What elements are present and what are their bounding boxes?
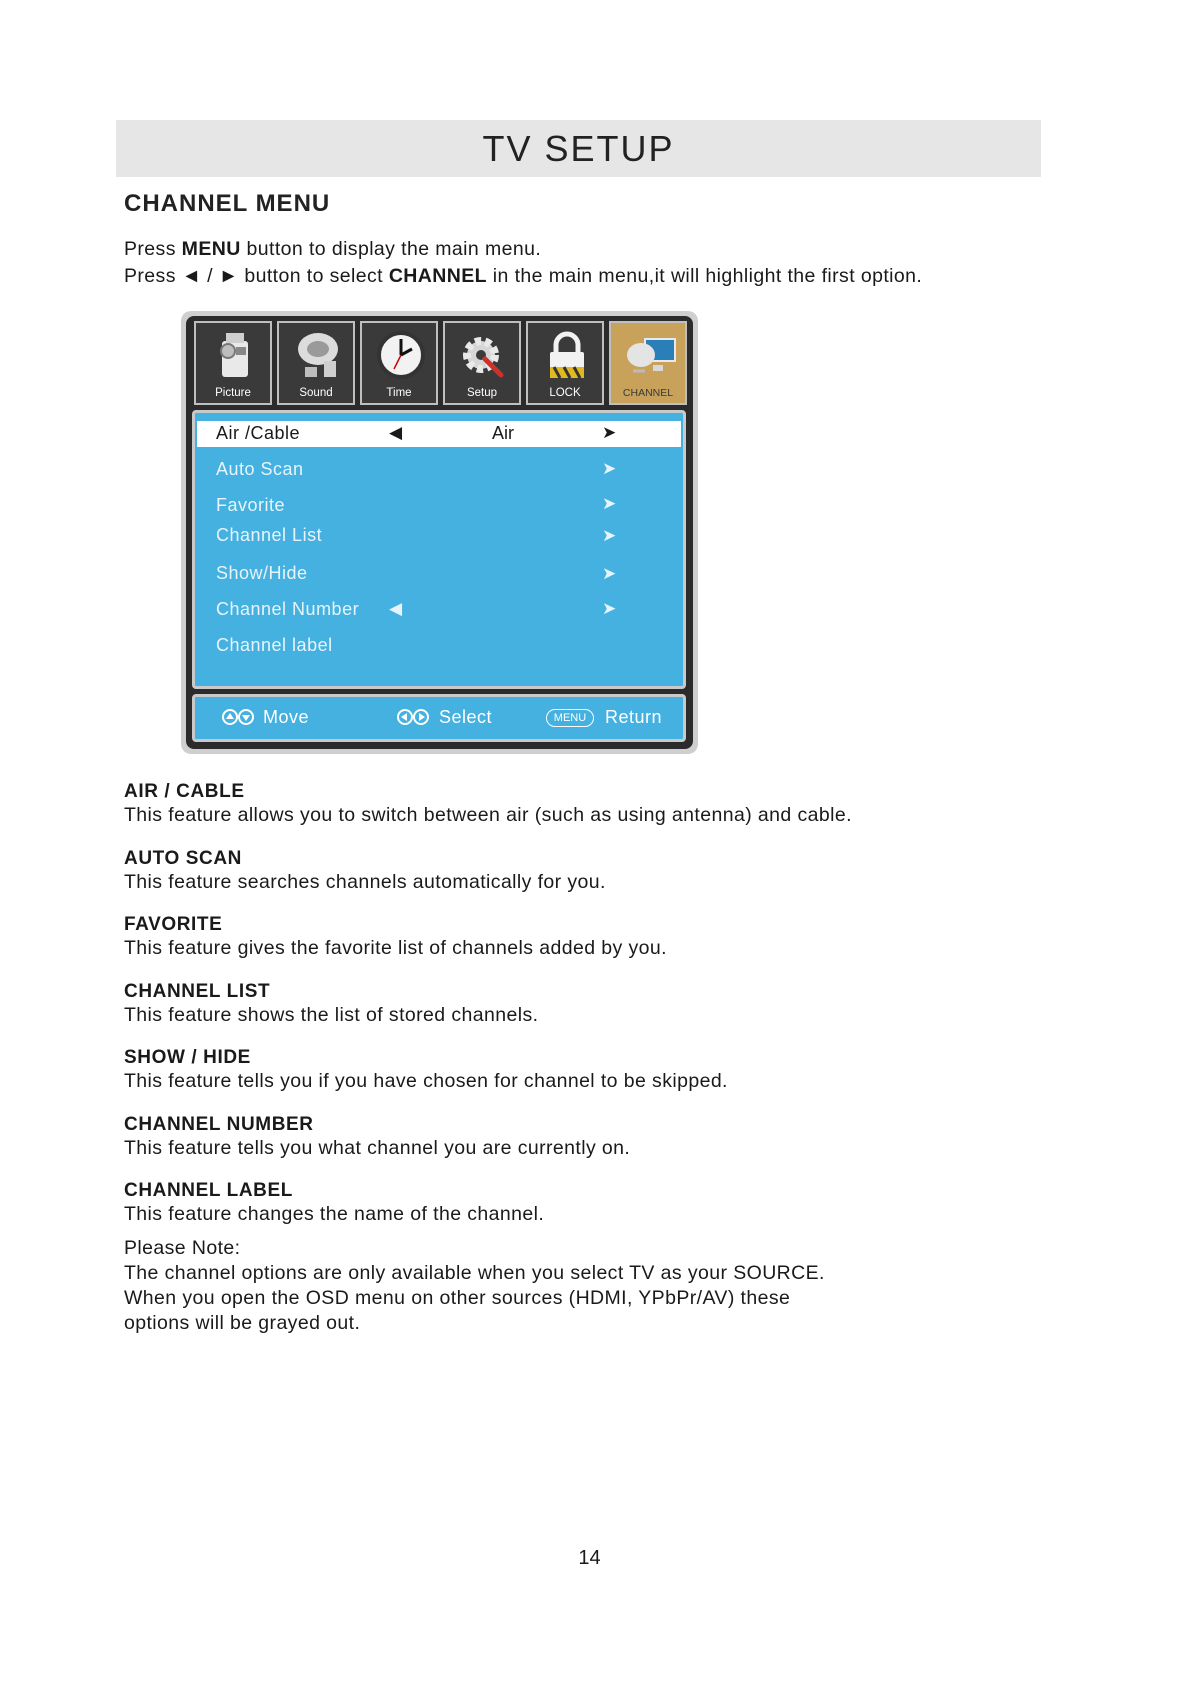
- hint-select: Select: [439, 707, 493, 727]
- tab-setup[interactable]: [443, 321, 521, 405]
- lock-icon: [540, 327, 594, 383]
- menu-item-channel-number[interactable]: Channel Number: [216, 599, 360, 619]
- hint-move: Move: [263, 707, 310, 727]
- tab-time[interactable]: [360, 321, 438, 405]
- feature-heading: CHANNEL NUMBER: [124, 1114, 314, 1135]
- up-down-keys-icon: [222, 708, 254, 726]
- feature-heading: AIR / CABLE: [124, 781, 245, 802]
- tab-lock[interactable]: [526, 321, 604, 405]
- sound-icon: [291, 327, 345, 383]
- intro-text: [124, 236, 922, 290]
- tab-channel[interactable]: [609, 321, 687, 405]
- tab-label: Time: [386, 387, 412, 399]
- please-note: [124, 1236, 825, 1336]
- satellite-dish-icon: [623, 327, 677, 383]
- feature-description: This feature gives the favorite list of channels added by you.: [124, 937, 667, 959]
- note-line: options will be grayed out.: [124, 1312, 361, 1334]
- gear-icon: [457, 327, 511, 383]
- hint-return: Return: [605, 707, 663, 727]
- right-arrow-icon[interactable]: ➤: [602, 564, 617, 583]
- menu-item-channel-label[interactable]: Channel label: [216, 635, 333, 655]
- clock-icon: [374, 327, 428, 383]
- section-title: CHANNEL MENU: [124, 190, 331, 217]
- menu-item-air-cable[interactable]: Air /Cable: [216, 423, 301, 443]
- feature-description: This feature shows the list of stored channels.: [124, 1004, 539, 1026]
- note-line: Please Note:: [124, 1237, 241, 1259]
- menu-key-icon: MENU: [546, 709, 594, 727]
- feature-heading: CHANNEL LIST: [124, 981, 271, 1002]
- right-arrow-icon[interactable]: ➤: [602, 526, 617, 545]
- feature-description: This feature tells you what channel you are currently on.: [124, 1137, 631, 1159]
- tab-picture[interactable]: [194, 321, 272, 405]
- right-arrow-icon[interactable]: ➤: [602, 494, 617, 513]
- right-arrow-icon[interactable]: ➤: [602, 423, 617, 442]
- feature-description: This feature changes the name of the channel.: [124, 1203, 545, 1225]
- right-arrow-icon[interactable]: ➤: [602, 459, 617, 478]
- intro-line-1: Press MENU button to display the main menu.: [124, 238, 542, 260]
- tab-label: LOCK: [549, 387, 581, 399]
- osd-tab-bar: [194, 321, 685, 405]
- intro-line-2: Press ◄ / ► button to select CHANNEL in the main menu,it will highlight the first option.: [124, 265, 923, 287]
- tab-label: CHANNEL: [622, 387, 674, 399]
- feature-heading: AUTO SCAN: [124, 848, 242, 869]
- feature-description: This feature searches channels automatically for you.: [124, 871, 606, 893]
- feature-heading: FAVORITE: [124, 914, 223, 935]
- left-arrow-icon[interactable]: ◀: [389, 423, 403, 442]
- tab-label: Setup: [466, 387, 498, 399]
- menu-item-channel-list[interactable]: Channel List: [216, 525, 323, 545]
- picture-icon: [208, 327, 262, 383]
- tab-sound[interactable]: [277, 321, 355, 405]
- left-arrow-icon[interactable]: ◀: [389, 599, 403, 618]
- feature-heading: CHANNEL LABEL: [124, 1180, 293, 1201]
- menu-item-show-hide[interactable]: Show/Hide: [216, 563, 308, 583]
- feature-heading: SHOW / HIDE: [124, 1047, 251, 1068]
- feature-description: This feature tells you if you have chosen for channel to be skipped.: [124, 1070, 728, 1092]
- note-line: When you open the OSD menu on other sources (HDMI, YPbPr/AV) these: [124, 1287, 791, 1309]
- tab-label: Sound: [299, 387, 333, 399]
- page-number: 14: [578, 1547, 601, 1569]
- header-band: [116, 120, 1041, 177]
- tab-label: Picture: [215, 387, 251, 399]
- left-right-keys-icon: [397, 708, 429, 726]
- menu-item-auto-scan[interactable]: Auto Scan: [216, 459, 304, 479]
- note-line: The channel options are only available when you select TV as your SOURCE.: [124, 1262, 825, 1284]
- page-title: TV SETUP: [482, 127, 675, 169]
- feature-description: This feature allows you to switch between air (such as using antenna) and cable.: [124, 804, 852, 826]
- menu-item-favorite[interactable]: Favorite: [216, 495, 286, 515]
- right-arrow-icon[interactable]: ➤: [602, 599, 617, 618]
- air-cable-value: Air: [492, 423, 514, 443]
